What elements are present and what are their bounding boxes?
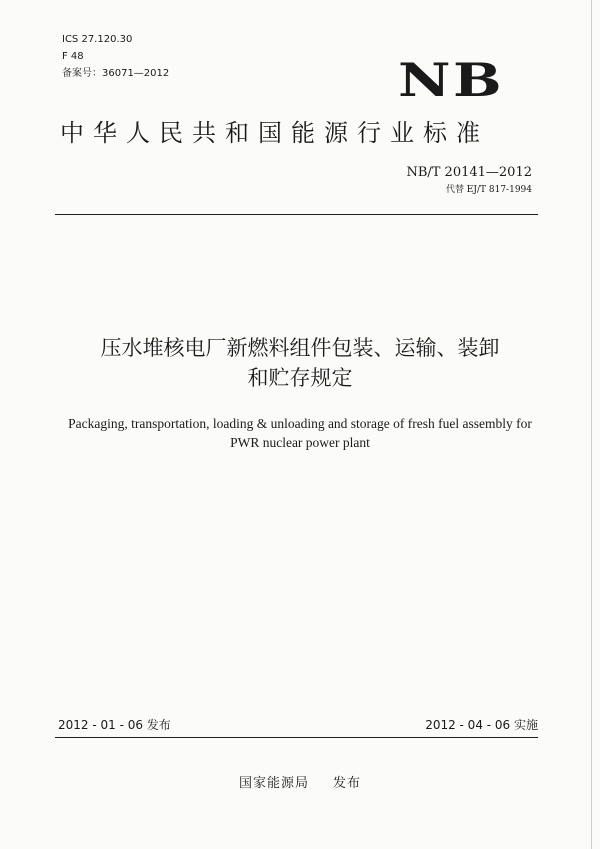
nb-logo: NB (398, 53, 505, 107)
classification-code: F 48 (62, 51, 84, 62)
header-divider (55, 214, 538, 215)
footer-divider (55, 737, 538, 738)
record-number: 备案号：36071—2012 (62, 68, 170, 79)
issuing-authority (0, 774, 600, 794)
standard-category-title: 中华人民共和国能源行业标准 (60, 119, 489, 147)
title-english-line-1: Packaging, transportation, loading & unloading and storage of fresh fuel assembly for (68, 416, 532, 431)
scan-edge-line (591, 0, 592, 849)
replaces-standard: 代替 EJ/T 817-1994 (445, 185, 532, 195)
title-chinese-line-1: 压水堆核电厂新燃料组件包装、运输、装卸 (100, 336, 500, 360)
issuer-action: 发布 (333, 776, 362, 791)
implementation-date: 2012 - 04 - 06 实施 (425, 718, 538, 732)
issue-date: 2012 - 01 - 06 发布 (58, 718, 171, 732)
title-english-line-2: PWR nuclear power plant (230, 435, 370, 450)
issuer-name: 国家能源局 (238, 776, 309, 791)
standard-number: NB/T 20141—2012 (406, 165, 532, 180)
ics-code: ICS 27.120.30 (62, 34, 133, 45)
title-chinese-line-2: 和贮存规定 (247, 366, 353, 390)
